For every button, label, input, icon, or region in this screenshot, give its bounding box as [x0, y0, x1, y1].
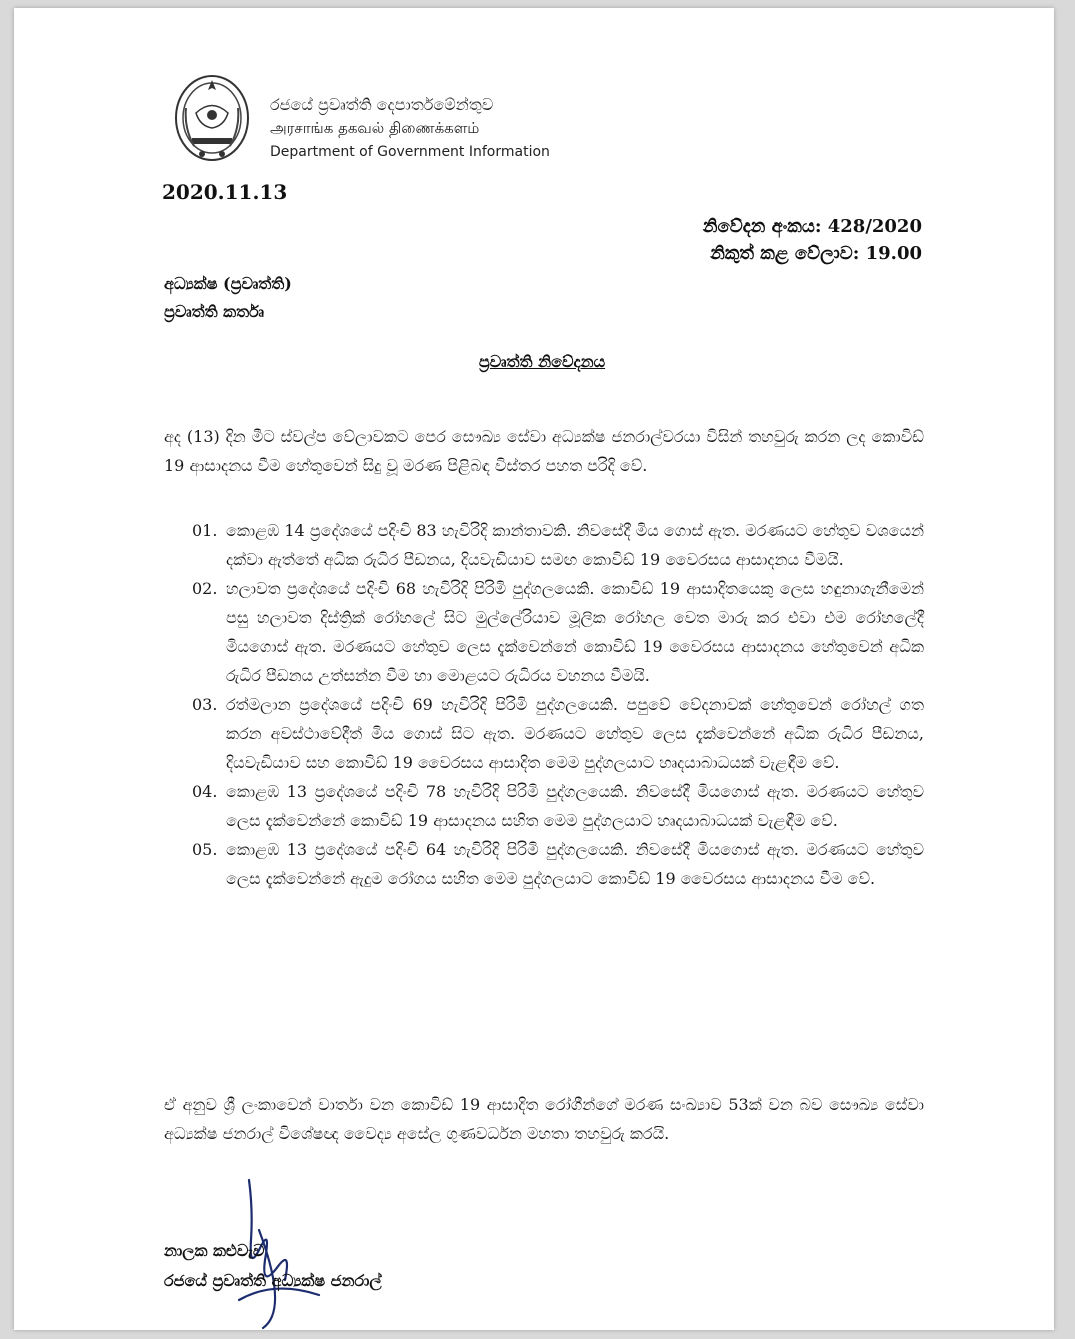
case-text: කොළඹ 13 ප්‍රදේශයේ පදිංචි 64 හැවිරිදි පිරිමි පුද්ගලයෙකි. නිවසේදී මියගොස් ඇත. මරණයට හේතුව ලෙස දැක්වෙන්නේ ඇදුම රෝගය සහිත මෙම පුද්ගලයාට කොවිඩ් 19 වෛරසය ආසාදනය වීම වේ.: [226, 840, 924, 888]
press-release-page: [14, 8, 1054, 1330]
case-number: 03.: [192, 695, 218, 714]
case-number: 02.: [192, 579, 218, 598]
letterhead: [172, 63, 592, 173]
release-time: නිකුත් කළ වේලාව: 19.00: [710, 243, 922, 264]
list-item: [192, 574, 924, 690]
closing-paragraph: ඒ අනුව ශ්‍රී ලංකාවෙන් වාර්තා වන කොවිඩ් 19 ආසාදිත රෝගීන්ගේ මරණ සංඛ්‍යාව 53ක් වන බව සෞඛ්‍ය සේවා අධ්‍යක්ෂ ජනරාල් විශේෂඥ වෛද්‍ය අසේල ගුණවර්ධන මහතා තහවුරු කරයි.: [164, 1095, 924, 1143]
signer-name: නාලක කළුවැව: [164, 1241, 265, 1260]
notice-number: නිවේදන අංකය: 428/2020: [702, 216, 922, 237]
case-number: 05.: [192, 840, 218, 859]
case-number: 01.: [192, 521, 218, 540]
recipient-line: අධ්‍යක්ෂ (ප්‍රවෘත්ති): [164, 274, 292, 293]
case-text: රත්මලාන ප්‍රදේශයේ පදිංචි 69 හැවිරිදි පිරිමි පුද්ගලයෙකි. පපුවේ වේදනාවක් හේතුවෙන් රෝහල් ගත කරන අවස්ථාවේදීත් මිය ගොස් සිට ඇත. මරණයට හේතුව ලෙස දැක්වෙන්නේ අධික රුධිර පීඩනය, දියවැඩියාව සහ කොවිඩ් 19 වෛරසය ආසාදිත මෙම පුද්ගලයාට හෘදයාබාධයක් වැළඳීම වේ.: [226, 695, 924, 772]
org-name-english: Department of Government Information: [270, 144, 550, 160]
recipients: [164, 270, 292, 326]
list-item: [192, 516, 924, 574]
document-title: [14, 352, 1054, 372]
sri-lanka-emblem-icon: [172, 68, 252, 168]
case-list: [192, 516, 924, 893]
case-text: කොළඹ 13 ප්‍රදේශයේ පදිංචි 78 හැවිරිදි පිරිමි පුද්ගලයෙකි. නිවසේදී මියගොස් ඇත. මරණයට හේතුව ලෙස දැක්වෙන්නේ කොවිඩ් 19 ආසාදනය සහිත මෙම පුද්ගලයාට හෘදයාබාධයක් වැළඳීම වේ.: [226, 782, 924, 830]
org-name-sinhala: රජයේ ප්‍රවෘත්ති දෙපාර්තමේන්තුව: [270, 95, 494, 114]
release-date: 2020.11.13: [162, 180, 288, 204]
list-item: [192, 690, 924, 777]
intro-paragraph: අද (13) දින මීට ස්වල්ප වේලාවකට පෙර සෞඛ්‍ය සේවා අධ්‍යක්ෂ ජනරාල්වරයා විසින් තහවුරු කරන ලද කොවිඩ් 19 ආසාදනය වීම හේතුවෙන් සිදු වූ මරණ පිළිබඳ විස්තර පහත පරිදි වේ.: [164, 427, 924, 475]
reference-block: [703, 213, 922, 267]
signer-block: [164, 1236, 382, 1296]
case-text: හලාවත ප්‍රදේශයේ පදිංචි 68 හැවිරිදි පිරිමි පුද්ගලයෙකි. කොවිඩ් 19 ආසාදිතයෙකු ලෙස හඳුනාගැනීමෙන් පසු හලාවත දිස්ත්‍රික් රෝහලේ සිට මුල්ලේරියාව මූලික රෝහල වෙත මාරු කර එවා එම රෝහලේදී මියගොස් ඇත. මරණයට හේතුව ලෙස දැක්වෙන්නේ කොවිඩ් 19 වෛරසය ආසාදනය හේතුවෙන් අධික රුධිර පීඩනය උත්සන්න වීම හා මොළයට රුධිරය වහනය වීමයි.: [226, 579, 924, 685]
list-item: [192, 777, 924, 835]
case-text: කොළඹ 14 ප්‍රදේශයේ පදිංචි 83 හැවිරිදි කාන්තාවකි. නිවසේදී මිය ගොස් ඇත. මරණයට හේතුව වශයෙන් දක්වා ඇත්තේ අධික රුධිර පීඩනය, දියවැඩියාව සමඟ කොවිඩ් 19 වෛරසය ආසාදනය වීමයි.: [226, 521, 924, 569]
list-item: [192, 835, 924, 893]
title-text: ප්‍රවෘත්ති නිවේදනය: [478, 352, 606, 371]
org-name-tamil: அரசாங்க தகவல் திணைக்களம்: [270, 119, 480, 137]
recipient-line: ප්‍රවෘත්ති කර්තෘ: [164, 302, 265, 321]
signer-title: රජයේ ප්‍රවෘත්ති අධ්‍යක්ෂ ජනරාල්: [164, 1271, 382, 1290]
case-number: 04.: [192, 782, 218, 801]
